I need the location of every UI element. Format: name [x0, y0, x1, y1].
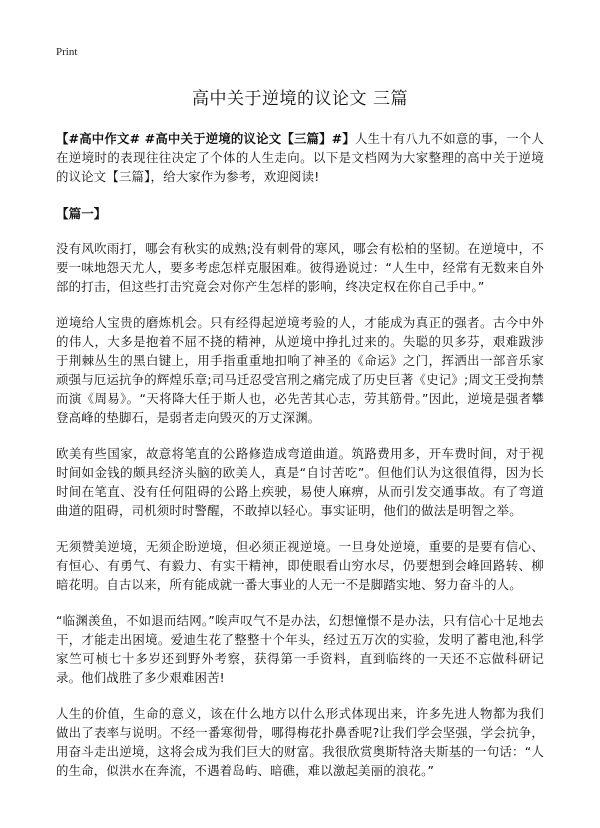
- body-paragraph: “临渊羡鱼，不如退而结网。”唉声叹气不是办法，幻想憧憬不是办法，只有信心十足地去干，才能走出困境。爱迪生花了整整十个年头，经过五万次的实验，发明了蓄电池,科学家竺可桢七十多岁还到野外考察，获得第一手资料，直到临终的一天还不忘做科研记录。他们战胜了多少艰难困苦!: [56, 613, 544, 685]
- body-paragraph: 人生的价值，生命的意义，该在什么地方以什么形式体现出来，许多先进人物都为我们做出了表率与说明。不经一番寒彻骨，哪得梅花扑鼻香呢?让我们学会坚强，学会抗争，用奋斗走出逆境，这将会成为我们巨大的财富。我很欣赏奥斯特洛夫斯基的一句话：“人的生命，似洪水在奔流，不遇着岛屿、暗礁，难以激起美丽的浪花。”: [56, 706, 544, 778]
- print-link[interactable]: Print: [56, 46, 78, 58]
- body-paragraph: 没有风吹雨打，哪会有秋实的成熟;没有刺骨的寒风，哪会有松柏的坚韧。在逆境中，不要一味地怨天尤人，要多考虑怎样克服困难。彼得逊说过：“人生中，经常有无数来自外部的打击，但这些打击究竟会对你产生怎样的影响，终决定权在你自己手中。”: [56, 241, 544, 294]
- body-paragraph: 欧美有些国家，故意将笔直的公路修造成弯道曲道。筑路费用多，开车费时间，对于视时间如金钱的颇具经济头脑的欧美人，真是“自讨苦吃”。但他们认为这很值得，因为长时间在笔直、没有任何阻碍的公路上疾驶，易使人麻痹，从而引发交通事故。有了弯道曲道的阻碍，司机须时时警醒，不敢掉以轻心。事实证明，他们的做法是明智之举。: [56, 446, 544, 518]
- body-paragraph: 逆境给人宝贵的磨炼机会。只有经得起逆境考验的人，才能成为真正的强者。古今中外的伟人，大多是抱着不屈不挠的精神，从逆境中挣扎过来的。失聪的贝多芬，艰难跋涉于荆棘丛生的黑白键上，用手指重重地扣响了神圣的《命运》之门，挥洒出一部音乐家顽强与厄运抗争的辉煌乐章;司马迁忍受宫刑之痛完成了历史巨著《史记》;周文王受拘禁而演《周易》。“天将降大任于斯人也，必先苦其心志，劳其筋骨。”因此，逆境是强者攀登高峰的垫脚石，是弱者走向毁灭的万丈深渊。: [56, 315, 544, 425]
- page-title: 高中关于逆境的议论文 三篇: [192, 89, 408, 109]
- intro-tag: 【#高中作文# #高中关于逆境的议论文【三篇】#】: [56, 131, 355, 146]
- body-paragraph: 无须赞美逆境，无须企盼逆境，但必须正视逆境。一旦身处逆境，重要的是要有信心、有恒心、有勇气、有毅力、有实干精神，即使眼看山穷水尽，仍要想到会峰回路转、柳暗花明。自古以来，所有能成就一番大事业的人无一不是脚踏实地、努力奋斗的人。: [56, 539, 544, 592]
- intro-text: 人生十有八九不如意的事，一个人在逆境时的表现往往决定了个体的人生走向。以下是文档网为大家整理的高中关于逆境的议论文【三篇】，给大家作为参考，欢迎阅读!: [56, 131, 545, 184]
- section-heading: 【篇一】: [56, 206, 107, 221]
- intro-paragraph: [56, 129, 544, 186]
